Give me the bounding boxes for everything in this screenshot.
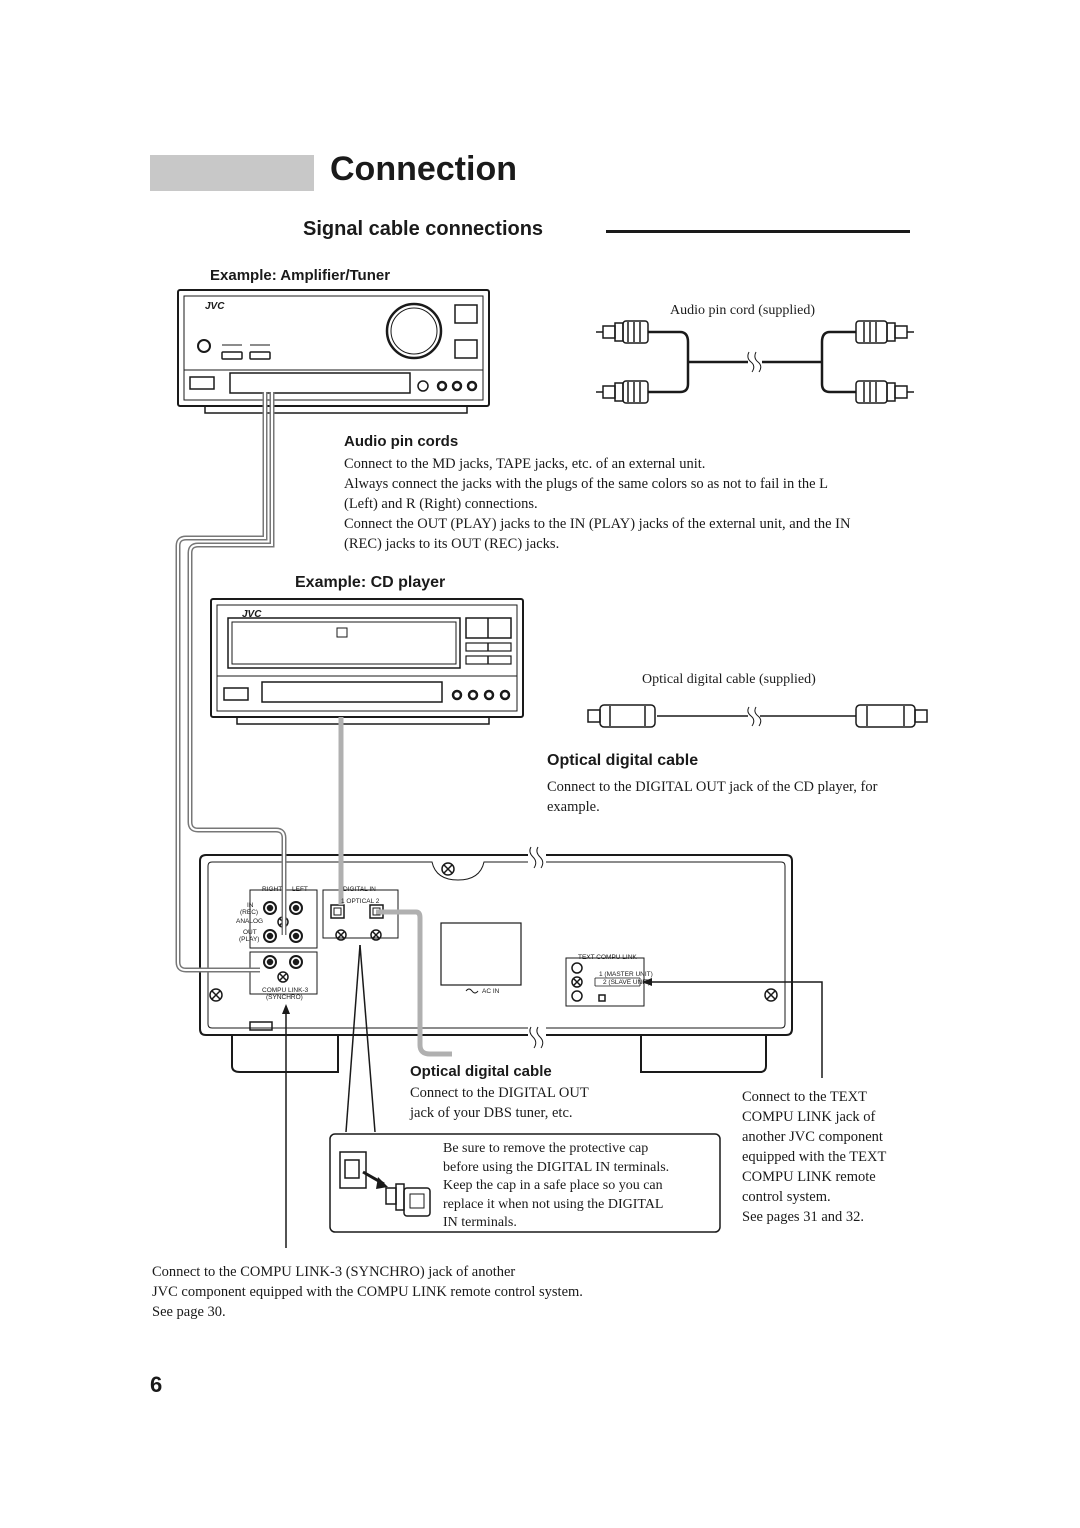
amplifier-unit xyxy=(178,290,489,413)
optical2-leader xyxy=(360,945,375,1132)
digital-in-label: DIGITAL IN xyxy=(343,886,376,893)
text-line: Always connect the jacks with the plugs of the same colors so as not to fail in the L xyxy=(344,476,829,492)
text-line: Connect to the COMPU LINK-3 (SYNCHRO) jack of another xyxy=(152,1264,516,1280)
text-line: See page 30. xyxy=(152,1304,226,1320)
play-label: (PLAY) xyxy=(239,936,260,943)
text-line: Connect to the TEXT xyxy=(742,1089,867,1105)
audio-pin-cords-heading: Audio pin cords xyxy=(344,433,459,450)
text-line: another JVC component xyxy=(742,1129,883,1145)
text-compu-leader xyxy=(648,982,822,1078)
optical-dbs-heading: Optical digital cable xyxy=(410,1063,552,1080)
amplifier-brand: JVC xyxy=(205,301,225,312)
analog-label: ANALOG xyxy=(236,918,264,925)
synchro-label: (SYNCHRO) xyxy=(266,994,303,1001)
text-line: COMPU LINK jack of xyxy=(742,1109,876,1125)
text-line: (Left) and R (Right) connections. xyxy=(344,496,538,512)
text-compu-link-label: TEXT COMPU LINK xyxy=(578,954,637,961)
text-line: IN terminals. xyxy=(443,1215,517,1230)
text-line: Connect to the DIGITAL OUT xyxy=(410,1085,589,1101)
ac-in-label: AC IN xyxy=(482,988,500,995)
optical-cable-illustration xyxy=(588,705,927,727)
text-line: Connect to the DIGITAL OUT jack of the CD player, for xyxy=(547,779,878,795)
cd-player-brand: JVC xyxy=(242,609,262,620)
text-line: jack of your DBS tuner, etc. xyxy=(410,1105,573,1121)
left-label: LEFT xyxy=(292,886,308,893)
optical-label: 1 OPTICAL 2 xyxy=(341,898,380,905)
optical-cable-heading: Optical digital cable xyxy=(547,752,699,769)
text-line: Connect the OUT (PLAY) jacks to the IN (PLAY) jacks of the external unit, and the IN xyxy=(344,516,851,532)
text-line: before using the DIGITAL IN terminals. xyxy=(443,1159,670,1175)
cd-player-heading: Example: CD player xyxy=(295,574,446,591)
optical1-leader xyxy=(346,945,360,1132)
master-unit-label: 1 (MASTER UNIT) xyxy=(599,971,653,978)
audio-pin-cord-caption: Audio pin cord (supplied) xyxy=(670,303,816,318)
page-number: 6 xyxy=(150,1372,163,1397)
text-line: JVC component equipped with the COMPU LINK remote control system. xyxy=(152,1284,583,1300)
slave-unit-label: 2 (SLAVE UNIT) xyxy=(603,979,651,986)
text-line: replace it when not using the DIGITAL xyxy=(443,1196,664,1212)
out-label: OUT xyxy=(243,929,257,936)
page-title: Connection xyxy=(330,150,517,188)
amplifier-heading: Example: Amplifier/Tuner xyxy=(210,267,391,284)
right-label: RIGHT xyxy=(262,886,283,893)
text-line: See pages 31 and 32. xyxy=(742,1209,865,1225)
in-label: IN xyxy=(247,902,254,909)
text-line: equipped with the TEXT xyxy=(742,1149,887,1165)
text-line: example. xyxy=(547,799,600,815)
rec-label: (REC) xyxy=(240,909,259,916)
audio-pin-cord-illustration xyxy=(596,321,914,403)
text-line: (REC) jacks to its OUT (REC) jacks. xyxy=(344,536,560,552)
protective-cap-illustration xyxy=(340,1152,430,1216)
compu-link3-label: COMPU LINK-3 xyxy=(262,987,309,994)
optical-cable-caption: Optical digital cable (supplied) xyxy=(642,672,816,687)
text-line: Be sure to remove the protective cap xyxy=(443,1141,649,1156)
text-line: COMPU LINK remote xyxy=(742,1169,876,1185)
text-line: control system. xyxy=(742,1189,831,1205)
cap-note-box xyxy=(330,1134,720,1232)
audio-cables xyxy=(178,392,284,970)
section-title: Signal cable connections xyxy=(303,218,544,240)
rear-panel xyxy=(200,847,792,1072)
text-line: Keep the cap in a safe place so you can xyxy=(443,1178,663,1193)
text-line: Connect to the MD jacks, TAPE jacks, etc. of an external unit. xyxy=(344,456,706,472)
